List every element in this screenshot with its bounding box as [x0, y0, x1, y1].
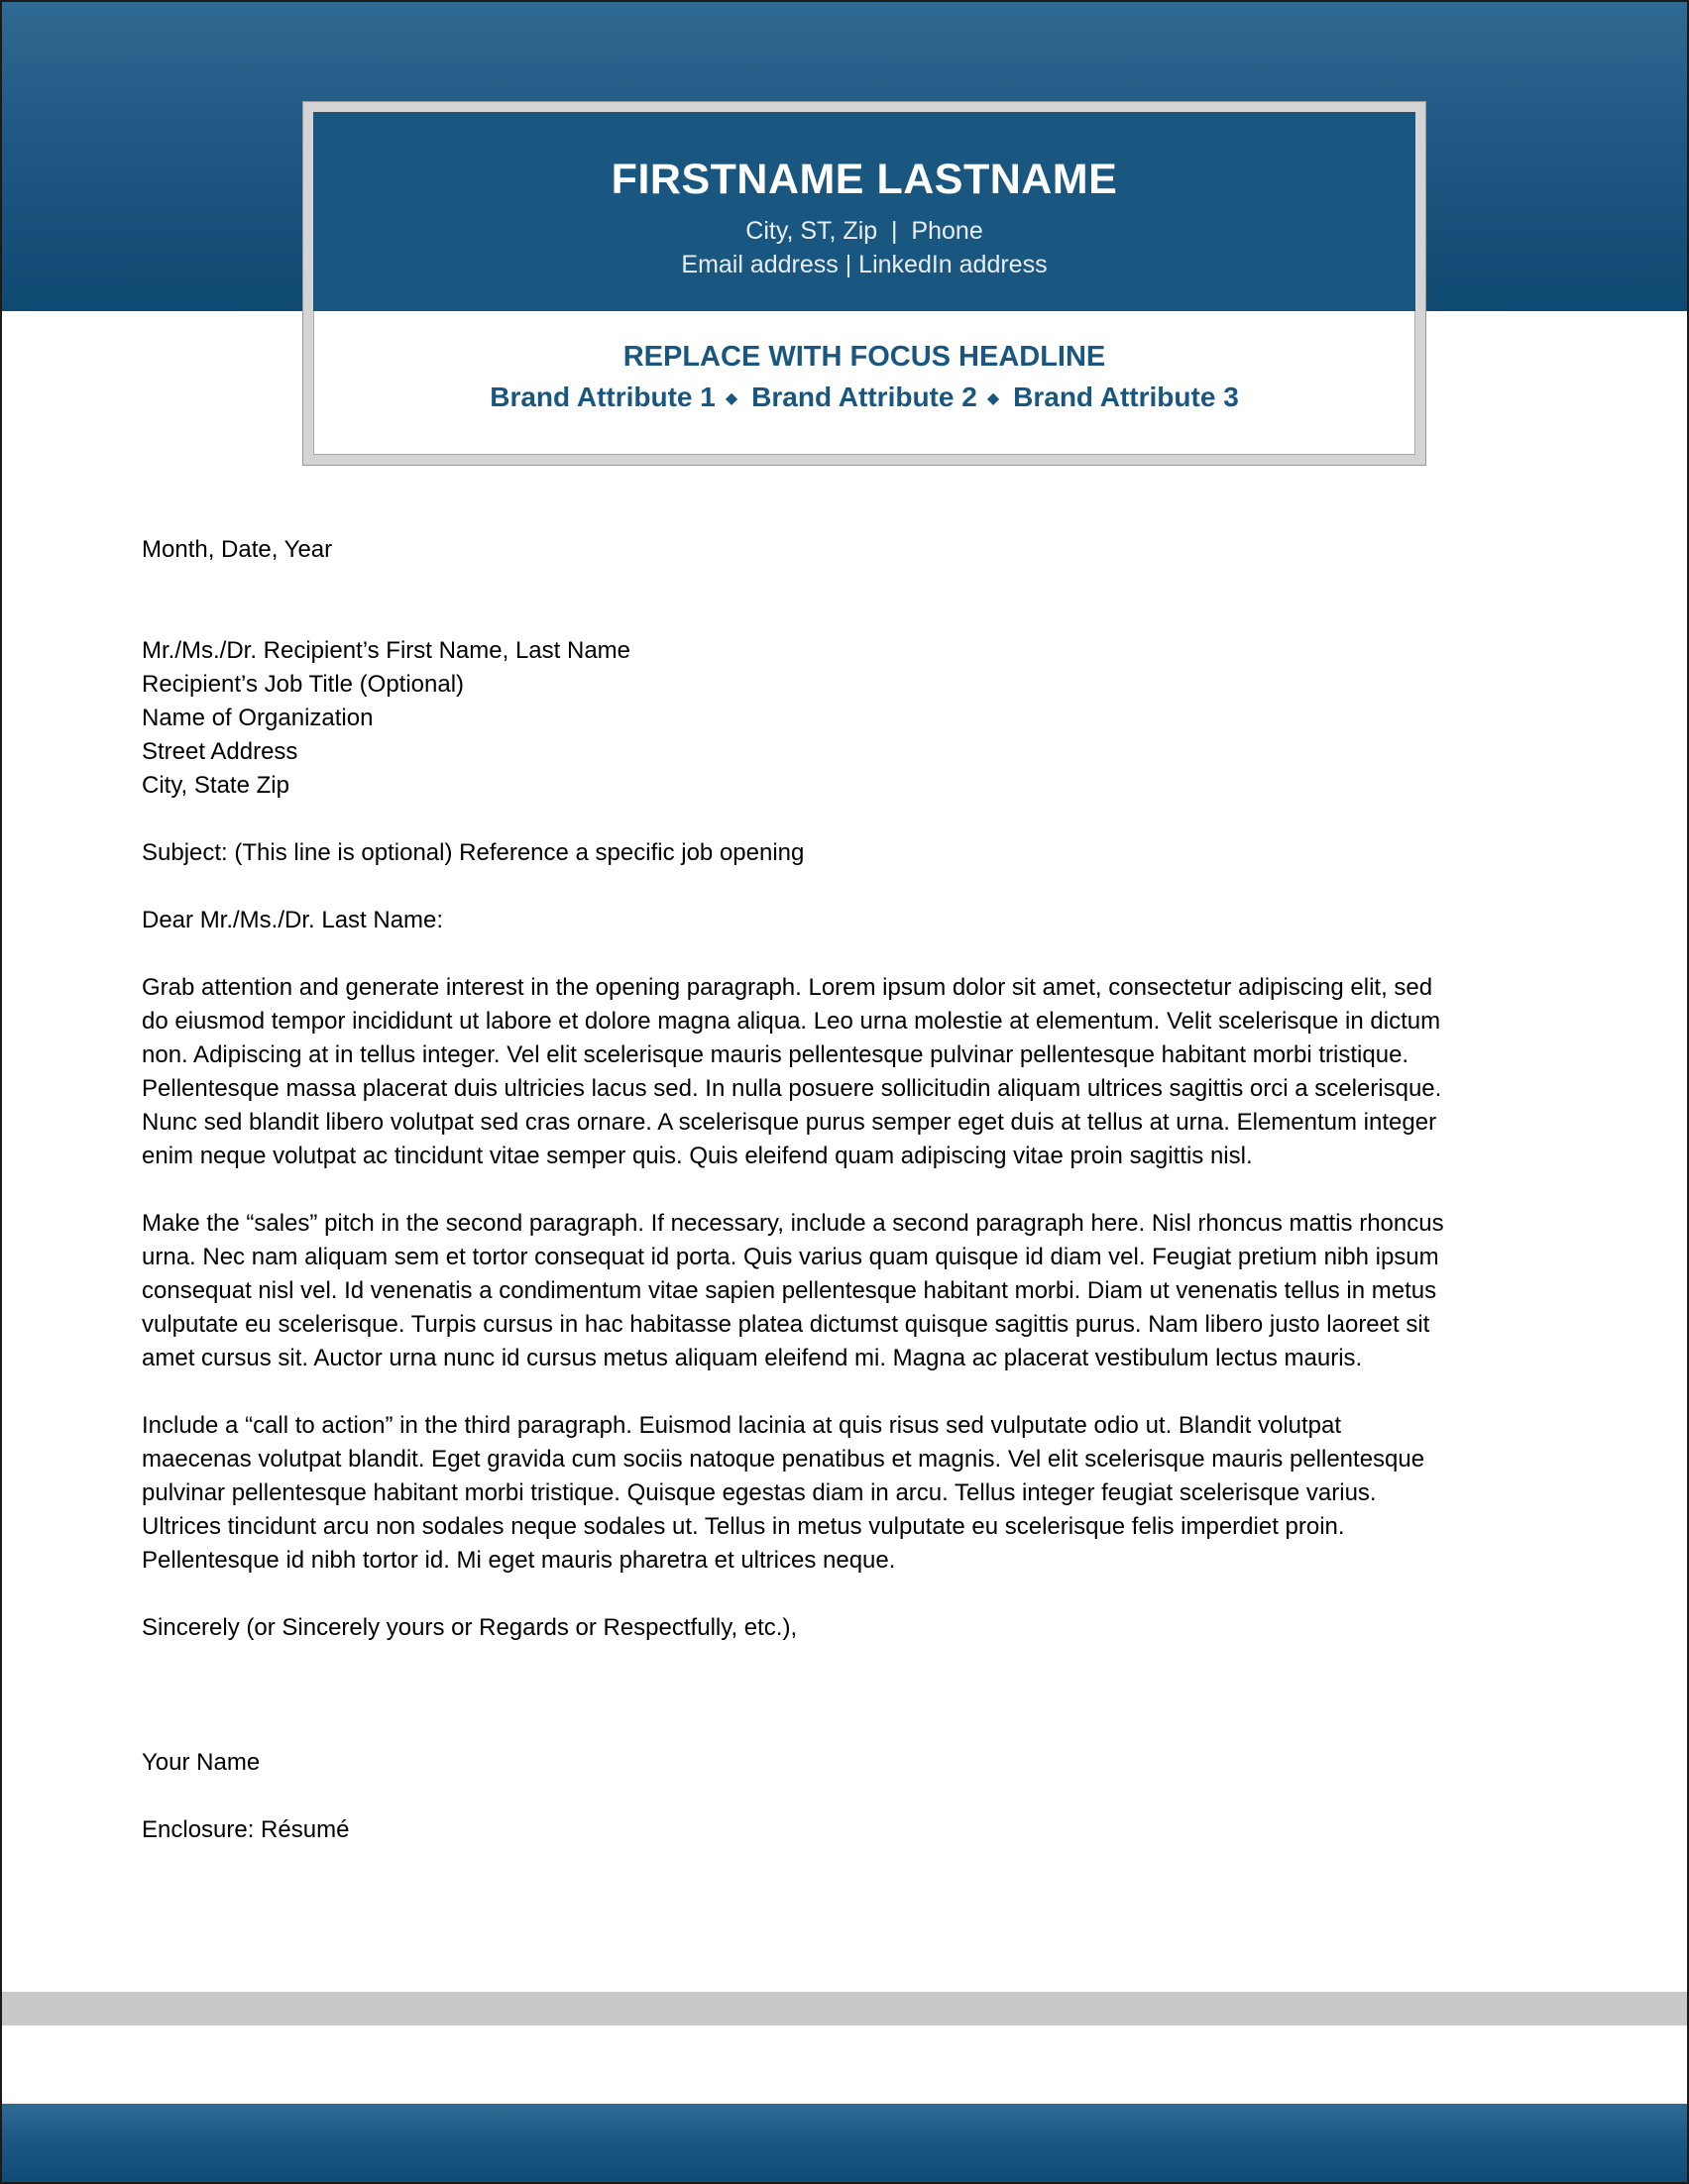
paragraph-line: amet cursus sit. Auctor urna nunc id cursus metus aliquam eleifend mi. Magna ac placerat vestibulum lectus mauris. [142, 1345, 1363, 1371]
signature-name: Your Name [142, 1749, 261, 1776]
footer-blue-band [2, 2104, 1687, 2184]
paragraph-line: Nunc sed blandit libero volutpat sed cras ornare. A scelerisque purus semper eget duis at tellus at urna. Elementum integer [142, 1109, 1437, 1136]
footer-grey-stripe [2, 1992, 1687, 2025]
letter-date: Month, Date, Year [142, 536, 333, 563]
focus-headline: REPLACE WITH FOCUS HEADLINE [622, 341, 1106, 373]
recipient-block [142, 634, 1559, 803]
recipient-title: Recipient’s Job Title (Optional) [142, 671, 465, 698]
paragraph-line: Ultrices tincidunt arcu non sodales neque sodales ut. Tellus in metus vulputate eu scelerisque felis imperdiet proin. [142, 1513, 1345, 1540]
contact-line-location-phone: City, ST, Zip | Phone [745, 217, 983, 245]
applicant-name: FIRSTNAME LASTNAME [611, 156, 1118, 203]
enclosure-line: Enclosure: Résumé [142, 1816, 350, 1843]
subject-line: Subject: (This line is optional) Reference a specific job opening [142, 839, 805, 866]
brand-attribute-3: Brand Attribute 3 [1013, 382, 1239, 412]
paragraph-opening [142, 971, 1559, 1173]
paragraph-line: Pellentesque massa placerat duis ultricies lacus sed. In nulla posuere sollicitudin aliquam ultrices sagittis orci a scelerisque. [142, 1075, 1442, 1102]
recipient-organization: Name of Organization [142, 705, 374, 731]
brand-attribute-2: Brand Attribute 2 [751, 382, 977, 412]
paragraph-line: maecenas volutpat blandit. Eget gravida cum sociis natoque penatibus et magnis. Vel elit scelerisque mauris pellentesque [142, 1446, 1425, 1473]
recipient-street: Street Address [142, 738, 298, 765]
header-headline-panel [313, 311, 1415, 455]
contact-line-email-linkedin: Email address | LinkedIn address [681, 251, 1048, 278]
paragraph-call-to-action [142, 1409, 1559, 1578]
diamond-icon: ◆ [986, 390, 1000, 407]
recipient-city: City, State Zip [142, 772, 289, 799]
salutation: Dear Mr./Ms./Dr. Last Name: [142, 907, 444, 933]
paragraph-line: pulvinar pellentesque habitant morbi tristique. Quisque egestas diam in arcu. Tellus integer feugiat scelerisque varius. [142, 1479, 1377, 1506]
header-box [303, 102, 1425, 465]
paragraph-line: vulputate eu scelerisque. Turpis cursus in hac habitasse platea dictumst quisque sagittis purus. Nam libero justo laoreet sit [142, 1311, 1430, 1338]
paragraph-line: enim neque volutpat ac tincidunt vitae semper quis. Quis eleifend quam adipiscing vitae proin sagittis nisl. [142, 1143, 1253, 1169]
recipient-name: Mr./Ms./Dr. Recipient’s First Name, Last Name [142, 637, 631, 664]
paragraph-sales-pitch [142, 1207, 1559, 1375]
paragraph-line: Pellentesque id nibh tortor id. Mi eget mauris pharetra et ultrices neque. [142, 1547, 896, 1574]
brand-attribute-1: Brand Attribute 1 [490, 382, 716, 412]
paragraph-line: do eiusmod tempor incididunt ut labore et dolore magna aliqua. Leo urna molestie at elementum. Velit scelerisque in dictum [142, 1008, 1441, 1035]
paragraph-line: urna. Nec nam aliquam sem et tortor consequat id porta. Quis varius quam quisque id diam vel. Feugiat pretium nibh ipsum [142, 1244, 1439, 1270]
paragraph-line: non. Adipiscing at in tellus integer. Vel elit scelerisque mauris pellentesque pulvinar pellentesque habitant morbi tristique. [142, 1041, 1409, 1068]
diamond-icon: ◆ [725, 390, 738, 407]
header-contact-panel [313, 112, 1415, 311]
paragraph-line: Make the “sales” pitch in the second paragraph. If necessary, include a second paragraph here. Nisl rhoncus mattis rhoncus [142, 1210, 1444, 1237]
closing: Sincerely (or Sincerely yours or Regards or Respectfully, etc.), [142, 1614, 798, 1641]
paragraph-line: consequat nisl vel. Id venenatis a condimentum vitae sapien pellentesque habitant morbi. Diam ut venenatis tellus in metus [142, 1277, 1437, 1304]
paragraph-line: Include a “call to action” in the third paragraph. Euismod lacinia at quis risus sed vulputate odio ut. Blandit volutpat [142, 1412, 1342, 1439]
brand-attributes [313, 382, 1415, 413]
paragraph-line: Grab attention and generate interest in the opening paragraph. Lorem ipsum dolor sit amet, consectetur adipiscing elit, sed [142, 974, 1433, 1001]
letter-body [142, 533, 1559, 1847]
